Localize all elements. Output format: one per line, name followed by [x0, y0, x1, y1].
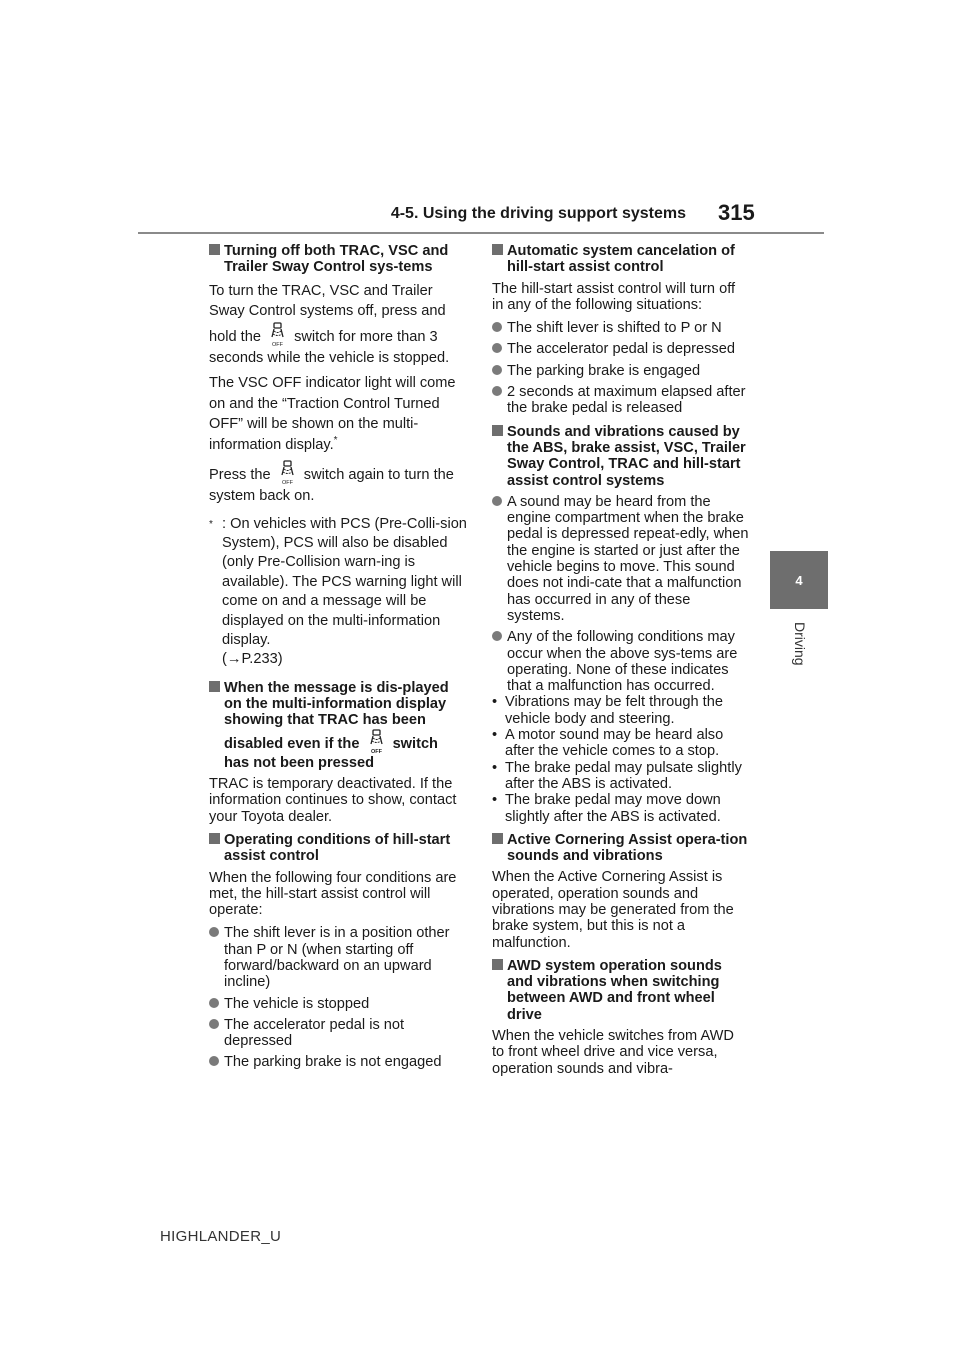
heading-awd-sounds [492, 958, 750, 1023]
paragraph-text: Press the [209, 467, 271, 484]
paragraph-text: switch again to turn the system back on. [209, 467, 454, 505]
footnote-marker: * [333, 434, 338, 446]
list-item-text: The accelerator pedal is not depressed [224, 1016, 405, 1050]
bullet-icon [492, 386, 502, 396]
paragraph-turn-off-instructions [209, 281, 467, 369]
bullet-icon [492, 631, 502, 641]
chapter-label: Driving [792, 622, 808, 666]
square-icon [492, 959, 503, 970]
page-reference-link[interactable]: (→P.233) [222, 651, 283, 668]
sub-bullet-mark: • [492, 694, 498, 711]
list-item-text: A sound may be heard from the engine compartment when the brake pedal is depressed repeat-edly, when the engine is started or just after the vehicle begins to move. This sound does not indi-cate that a malfunction has occurred in any of these systems. [507, 493, 749, 624]
square-icon [209, 681, 220, 692]
list-item [209, 925, 467, 990]
svg-text:OFF: OFF [272, 341, 283, 348]
heading-text: AWD system operation sounds and vibrations when switching between AWD and front wheel drive [507, 957, 722, 1023]
sub-list-item [492, 727, 750, 760]
sub-bullet-mark: • [492, 759, 498, 776]
page-number: 315 [718, 200, 755, 225]
list-item [492, 384, 750, 417]
right-column [492, 243, 750, 1082]
paragraph-active-cornering: When the Active Cornering Assist is operated, operation sounds and vibrations may be generated from the brake system, but this is not a malfunction. [492, 869, 734, 951]
sub-list-item-text: A motor sound may be heard also after the vehicle comes to a stop. [505, 727, 724, 760]
bullet-icon [209, 1056, 219, 1066]
paragraph-hill-start-off: The hill-start assist control will turn off in any of the following situations: [492, 280, 736, 313]
list-item [492, 629, 750, 694]
footer-model-code: HIGHLANDER_U [160, 1228, 282, 1245]
list-item-text: Any of the following conditions may occur when the above sys-tems are operating. None of these indicates that a malfunction has occurred. [507, 629, 738, 695]
heading-text: Sounds and vibrations caused by the ABS, brake assist, VSC, Trailer Sway Control, TRAC and hill-start assist control systems [507, 423, 746, 489]
section-title: 4-5. Using the driving support systems [390, 205, 686, 222]
list-item-text: 2 seconds at maximum elapsed after the brake pedal is released [507, 384, 746, 417]
heading-text: switch has not been pressed [224, 735, 438, 771]
paragraph-text: To turn the TRAC, VSC and Trailer Sway Control systems off, press and hold the [209, 282, 446, 345]
bullet-icon [209, 998, 219, 1008]
heading-text: Turning off both TRAC, VSC and Trailer Sway Control sys-tems [224, 243, 449, 276]
sub-list-item [492, 792, 750, 825]
sub-list-item-text: The brake pedal may move down slightly after the ABS is activated. [505, 792, 721, 825]
square-icon [492, 833, 503, 844]
heading-text: Operating conditions of hill-start assist control [224, 831, 451, 865]
bullet-icon [209, 1019, 219, 1029]
heading-turning-off-trac-vsc [209, 243, 467, 276]
footnote [209, 515, 467, 670]
list-item [492, 320, 750, 336]
left-column [209, 243, 467, 1076]
heading-auto-cancelation [492, 243, 750, 276]
footnote-mark [209, 515, 213, 539]
footnote-text: : On vehicles with PCS (Pre-Colli-sion System), PCS will also be disabled (only Pre-Collision warn-ing is available). The PCS warning light will come on and a message will be displayed on the multi-information display. [222, 515, 467, 649]
heading-trac-disabled-message [209, 680, 467, 771]
square-icon [492, 244, 503, 255]
list-item-text: The vehicle is stopped [224, 995, 370, 1012]
heading-text: Active Cornering Assist opera-tion sounds and vibrations [507, 831, 748, 865]
vsc-off-switch-icon [269, 322, 286, 348]
svg-text:OFF: OFF [281, 480, 293, 487]
list-item [209, 1054, 467, 1070]
heading-sounds-vibrations [492, 424, 750, 489]
square-icon [209, 833, 220, 844]
paragraph-vsc-off-indicator [209, 373, 467, 455]
list-item [209, 996, 467, 1012]
paragraph-four-conditions: When the following four conditions are met, the hill-start assist control will operate: [209, 869, 457, 919]
paragraph-trac-deactivated: TRAC is temporary deactivated. If the information continues to show, contact your Toyota dealer. [209, 776, 457, 825]
list-item-text: The shift lever is in a position other than P or N (when starting off forward/backward on an upward incline) [224, 925, 450, 991]
chapter-tab [770, 551, 828, 609]
square-icon [492, 425, 503, 436]
list-item [209, 1017, 467, 1050]
vsc-off-switch-icon [368, 729, 385, 755]
chapter-number: 4 [795, 572, 803, 588]
list-item-text: The shift lever is shifted to P or N [507, 320, 722, 337]
sub-bullet-mark: • [492, 792, 498, 809]
footnote-asterisk: * [209, 518, 213, 530]
bullet-icon [209, 927, 219, 937]
sub-list-item-text: The brake pedal may pulsate slightly after the ABS is activated. [505, 759, 742, 792]
heading-text: Automatic system cancelation of hill-start assist control [507, 243, 735, 276]
bullet-icon [492, 322, 502, 332]
heading-hill-start-conditions [209, 832, 467, 865]
list-item [492, 494, 750, 624]
square-icon [209, 244, 220, 255]
paragraph-text: switch for more than 3 seconds while the vehicle is stopped. [209, 328, 450, 366]
sub-list-item [492, 694, 750, 727]
heading-active-cornering [492, 832, 750, 865]
list-item [492, 363, 750, 379]
list-item [492, 341, 750, 357]
sub-list-item-text: Vibrations may be felt through the vehicle body and steering. [505, 694, 723, 727]
sub-list-item [492, 760, 750, 793]
vsc-off-switch-icon [279, 460, 296, 486]
paragraph-text: The VSC OFF indicator light will come on and the “Traction Control Turned OFF” will be shown on the multi-information display. [209, 375, 456, 453]
header-divider [138, 232, 824, 234]
heading-text: When the message is dis-played on the multi-information display showing that TRAC has been disabled even if the [224, 679, 449, 752]
list-item-text: The accelerator pedal is depressed [507, 341, 735, 358]
list-item-text: The parking brake is not engaged [224, 1054, 442, 1071]
bullet-icon [492, 343, 502, 353]
paragraph-turn-back-on [209, 460, 467, 507]
paragraph-awd-switch: When the vehicle switches from AWD to front wheel drive and vice versa, operation sounds and vibra- [492, 1028, 734, 1077]
bullet-icon [492, 496, 502, 506]
list-item-text: The parking brake is engaged [507, 362, 701, 379]
bullet-icon [492, 365, 502, 375]
sub-bullet-mark: • [492, 727, 498, 744]
svg-text:OFF: OFF [370, 748, 382, 755]
